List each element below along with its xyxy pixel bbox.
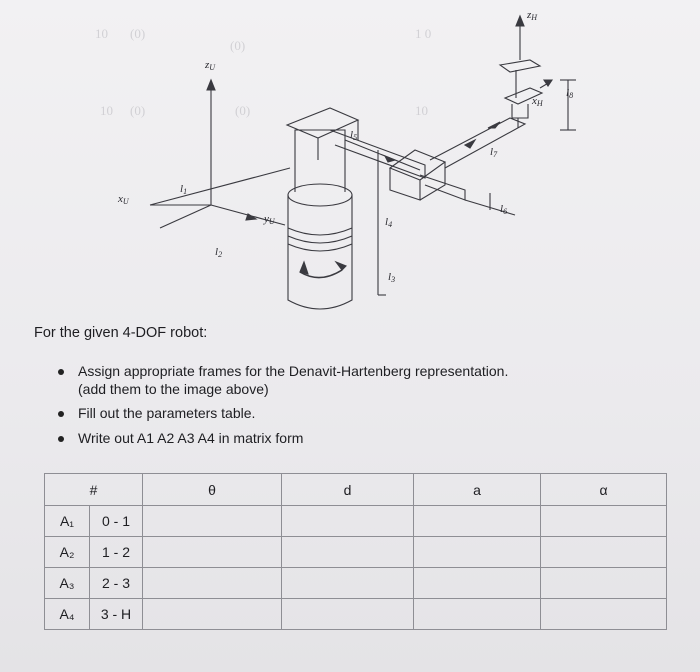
header-cell: a — [414, 474, 541, 506]
a-cell[interactable] — [414, 568, 541, 599]
xu-label: xU — [118, 193, 129, 206]
a-cell[interactable] — [414, 537, 541, 568]
transform-name: A₃ — [45, 568, 90, 598]
table-row — [45, 506, 667, 537]
dh-parameters-table — [44, 473, 667, 630]
table-row — [45, 568, 667, 599]
joint-range: 0 - 1 — [101, 513, 130, 529]
zu-arrowhead — [207, 80, 215, 90]
a-cell[interactable] — [414, 506, 541, 537]
top-block — [287, 108, 358, 138]
row-label-cell — [45, 537, 143, 568]
base-line — [150, 168, 290, 205]
joint-range: 1 - 2 — [101, 544, 130, 560]
header-cell: # — [45, 474, 143, 506]
svg-text:10: 10 — [95, 26, 108, 41]
table-row — [45, 599, 667, 630]
joint-range: 3 - H — [100, 606, 132, 622]
alpha-cell[interactable] — [541, 537, 667, 568]
joint-range: 2 - 3 — [101, 575, 130, 591]
svg-text:1 0: 1 0 — [415, 26, 432, 41]
alpha-cell[interactable] — [541, 506, 667, 537]
l8-label: l8 — [566, 87, 574, 100]
bullet-text: Assign appropriate frames for the Denavit-Hartenberg representation. — [78, 363, 509, 379]
svg-text:10: 10 — [100, 103, 113, 118]
header-cell: α — [541, 474, 667, 506]
header-cell: θ — [143, 474, 282, 506]
transform-name: A₁ — [45, 506, 90, 536]
zh-label: zH — [527, 9, 538, 22]
robot-figure — [0, 0, 700, 330]
table-header-row — [45, 474, 667, 506]
l5-label: l5 — [350, 129, 358, 142]
cylinder-body — [288, 195, 352, 309]
l1-label: l1 — [180, 183, 188, 196]
l2-label: l2 — [215, 246, 223, 259]
row-label-cell — [45, 599, 143, 630]
alpha-cell[interactable] — [541, 599, 667, 630]
d-cell[interactable] — [282, 568, 414, 599]
theta-cell[interactable] — [143, 506, 282, 537]
list-item — [58, 429, 508, 447]
theta-cell[interactable] — [143, 599, 282, 630]
list-item — [58, 362, 508, 398]
list-item — [58, 404, 508, 422]
instruction-list — [58, 362, 508, 454]
cylinder-top — [288, 184, 352, 206]
l6-label: l6 — [500, 203, 508, 216]
d-cell[interactable] — [282, 599, 414, 630]
intro-text: For the given 4-DOF robot: — [34, 325, 208, 341]
theta-cell[interactable] — [143, 568, 282, 599]
row-label-cell — [45, 506, 143, 537]
svg-text:(0): (0) — [130, 103, 146, 118]
table-row — [45, 537, 667, 568]
a-cell[interactable] — [414, 599, 541, 630]
svg-text:(0): (0) — [230, 38, 246, 53]
bullet-text: Fill out the parameters table. — [78, 405, 256, 421]
svg-text:(0): (0) — [130, 26, 146, 41]
bullet-text: (add them to the image above) — [78, 381, 269, 397]
theta-cell[interactable] — [143, 537, 282, 568]
svg-text:(0): (0) — [235, 103, 251, 118]
l3-label: l3 — [388, 271, 396, 284]
yu-label: yU — [264, 213, 275, 226]
bullet-text: Write out A1 A2 A3 A4 in matrix form — [78, 430, 304, 446]
d-cell[interactable] — [282, 537, 414, 568]
d-cell[interactable] — [282, 506, 414, 537]
header-cell: d — [282, 474, 414, 506]
l7-label: l7 — [490, 146, 498, 159]
xh-label: xH — [532, 95, 543, 108]
l4-label: l4 — [385, 216, 393, 229]
zu-label: zU — [205, 59, 216, 72]
row-label-cell — [45, 568, 143, 599]
svg-text:10: 10 — [415, 103, 428, 118]
alpha-cell[interactable] — [541, 568, 667, 599]
transform-name: A₂ — [45, 537, 90, 567]
transform-name: A₄ — [45, 599, 90, 629]
